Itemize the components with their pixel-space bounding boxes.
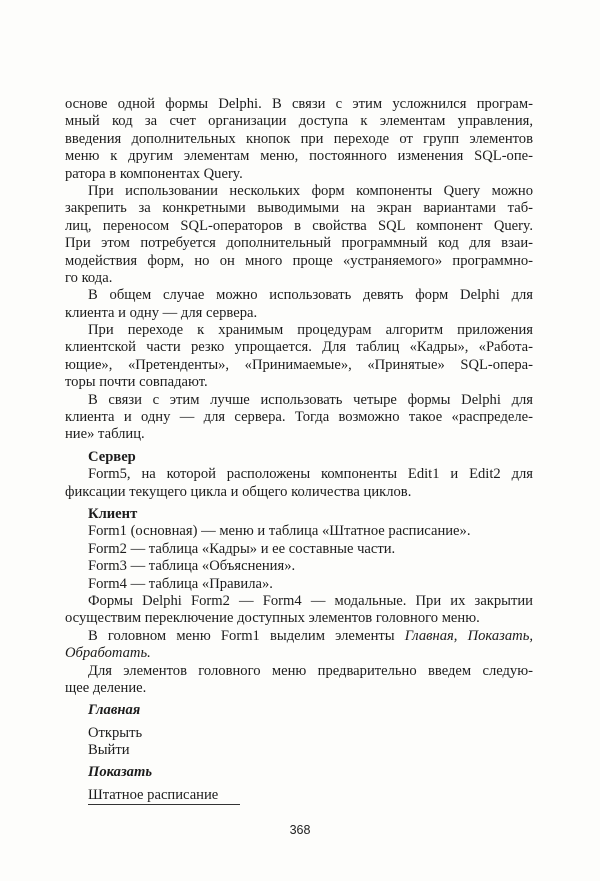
paragraph-1	[65, 96, 533, 183]
text-line: закрепить за конкретными выводимыми на экран вариантами таб-	[65, 200, 533, 217]
text-line: ние» таблиц.	[65, 426, 145, 443]
text-line: клиента и одну — для сервера. Тогда возможно такое «распределе-	[65, 409, 533, 426]
paragraph-5	[65, 392, 533, 444]
text-segment: В головном меню Form1 выделим элементы	[88, 627, 395, 644]
text-line: Формы Delphi Form2 — Form4 — модальные. При их закрытии	[88, 592, 533, 609]
form-item: Form4 — таблица «Правила».	[88, 575, 273, 592]
text-line	[65, 628, 533, 645]
menu-item-exit: Выйти	[88, 742, 130, 759]
text-line: При использовании нескольких форм компоненты Query можно	[88, 182, 533, 199]
form-item: Form3 — таблица «Объяснения».	[88, 558, 296, 575]
text-line: основе одной формы Delphi. В связи с этим усложнился програм-	[65, 96, 533, 112]
text-line: клиентской части резко упрощается. Для таблиц «Кадры», «Работа-	[65, 339, 533, 356]
menu-names: Главная, Показать,	[404, 627, 533, 644]
modal-paragraph	[65, 593, 533, 628]
division-paragraph	[65, 663, 533, 698]
underlined-text: Штатное расписание	[88, 787, 240, 805]
text-line: клиента и одну — для сервера.	[65, 304, 258, 321]
text-line: Для элементов головного меню предварительно введем следую-	[88, 662, 533, 679]
text-line: В связи с этим лучше использовать четыре формы Delphi для	[88, 391, 533, 408]
menu-item-staff-schedule	[65, 787, 533, 804]
text-line	[65, 645, 533, 662]
text-line: го кода.	[65, 269, 113, 286]
text-line: Form5, на которой расположены компоненты Edit1 и Edit2 для	[88, 466, 533, 483]
paragraph-4	[65, 322, 533, 392]
form-item: Form1 (основная) — меню и таблица «Штатное расписание».	[88, 523, 471, 540]
text-line: модействия форм, но он много проще «устраняемого» программно-	[65, 252, 533, 269]
menu-paragraph	[65, 628, 533, 663]
text-line: осуществим переключение доступных элементов головного меню.	[65, 610, 480, 627]
text-line: При переходе к хранимым процедурам алгоритм приложения	[88, 322, 533, 339]
text-line: меню к другим элементам меню, постоянного изменения SQL-опе-	[65, 148, 533, 165]
paragraph-2	[65, 183, 533, 287]
menu-item-open: Открыть	[88, 724, 143, 741]
text-line: щее деление.	[65, 679, 147, 696]
text-line: В общем случае можно использовать девять форм Delphi для	[88, 287, 533, 304]
client-heading: Клиент	[88, 505, 138, 522]
form-item: Form2 — таблица «Кадры» и ее составные части.	[88, 540, 396, 557]
page-number: 368	[289, 823, 311, 837]
text-line: торы почти совпадают.	[65, 374, 208, 391]
text-line: фиксации текущего цикла и общего количества циклов.	[65, 483, 412, 500]
text-line: лиц, переносом SQL-операторов в свойства SQL компонент Query.	[65, 217, 533, 234]
paragraph-3	[65, 287, 533, 322]
client-forms-list	[65, 523, 533, 593]
menu-names: Обработать.	[65, 645, 151, 662]
text-line: ратора в компонентах Query.	[65, 165, 243, 182]
text-line: введения дополнительных кнопок при переходе от групп элементов	[65, 130, 533, 147]
page-body	[65, 96, 533, 804]
server-heading: Сервер	[88, 448, 136, 465]
text-line: мный код за счет организации доступа к элементам управления,	[65, 113, 533, 130]
text-line: При этом потребуется дополнительный программный код для взаи-	[65, 235, 533, 252]
text-line: ющие», «Претенденты», «Принимаемые», «Принятые» SQL-опера-	[65, 356, 533, 373]
server-paragraph	[65, 466, 533, 501]
menu-show-heading: Показать	[88, 764, 152, 781]
menu-main-heading: Главная	[88, 702, 141, 719]
